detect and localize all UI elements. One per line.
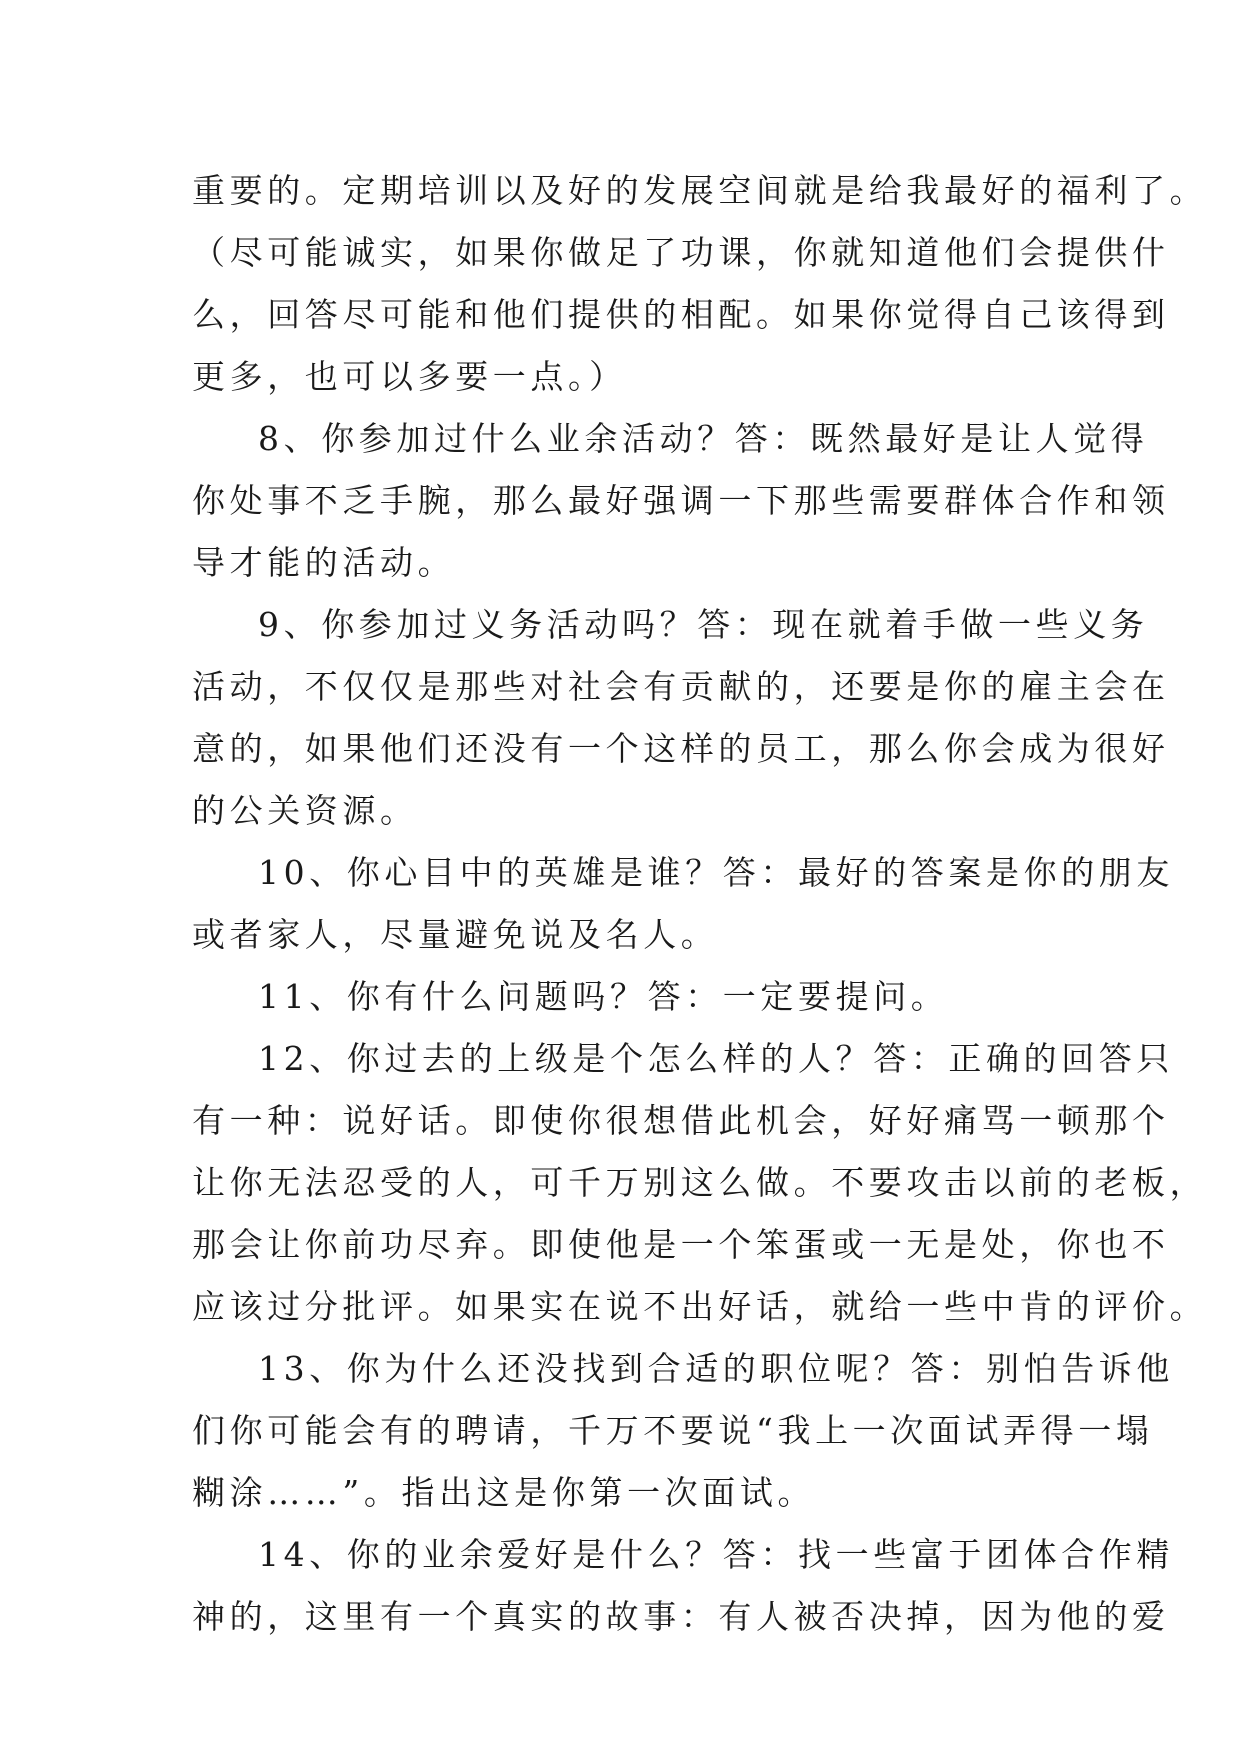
- document-body: [192, 160, 1208, 1648]
- text-line: 让你无法忍受的人，可千万别这么做。不要攻击以前的老板，: [192, 1163, 1208, 1202]
- text-line: 们你可能会有的聘请，千万不要说“我上一次面试弄得一塌: [192, 1411, 1154, 1450]
- text-line: （尽可能诚实，如果你做足了功课，你就知道他们会提供什: [192, 233, 1170, 272]
- question-14-line: 14、你的业余爱好是什么？答：找一些富于团体合作精: [258, 1535, 1174, 1574]
- text-line: 活动，不仅仅是那些对社会有贡献的，还要是你的雇主会在: [192, 667, 1170, 706]
- text-line: 有一种：说好话。即使你很想借此机会，好好痛骂一顿那个: [192, 1101, 1170, 1140]
- text-line: 导才能的活动。: [192, 543, 456, 582]
- question-10-line: 10、你心目中的英雄是谁？答：最好的答案是你的朋友: [258, 853, 1174, 892]
- text-line: 糊涂……”。指出这是你第一次面试。: [192, 1473, 816, 1512]
- text-line: 应该过分批评。如果实在说不出好话，就给一些中肯的评价。: [192, 1287, 1208, 1326]
- text-line: 重要的。定期培训以及好的发展空间就是给我最好的福利了。: [192, 171, 1208, 210]
- text-line: 么，回答尽可能和他们提供的相配。如果你觉得自己该得到: [192, 295, 1170, 334]
- text-line: 或者家人，尽量避免说及名人。: [192, 915, 719, 954]
- question-8-line: 8、你参加过什么业余活动？答：既然最好是让人觉得: [258, 419, 1149, 458]
- text-line: 神的，这里有一个真实的故事：有人被否决掉，因为他的爱: [192, 1597, 1170, 1636]
- question-11-line: 11、你有什么问题吗？答：一定要提问。: [258, 977, 949, 1016]
- text-line: 更多，也可以多要一点。）: [192, 357, 627, 396]
- text-line: 那会让你前功尽弃。即使他是一个笨蛋或一无是处，你也不: [192, 1225, 1170, 1264]
- question-13-line: 13、你为什么还没找到合适的职位呢？答：别怕告诉他: [258, 1349, 1174, 1388]
- text-line: 的公关资源。: [192, 791, 418, 830]
- text-line: 你处事不乏手腕，那么最好强调一下那些需要群体合作和领: [192, 481, 1170, 520]
- question-12-line: 12、你过去的上级是个怎么样的人？答：正确的回答只: [258, 1039, 1174, 1078]
- question-9-line: 9、你参加过义务活动吗？答：现在就着手做一些义务: [258, 605, 1149, 644]
- text-line: 意的，如果他们还没有一个这样的员工，那么你会成为很好: [192, 729, 1170, 768]
